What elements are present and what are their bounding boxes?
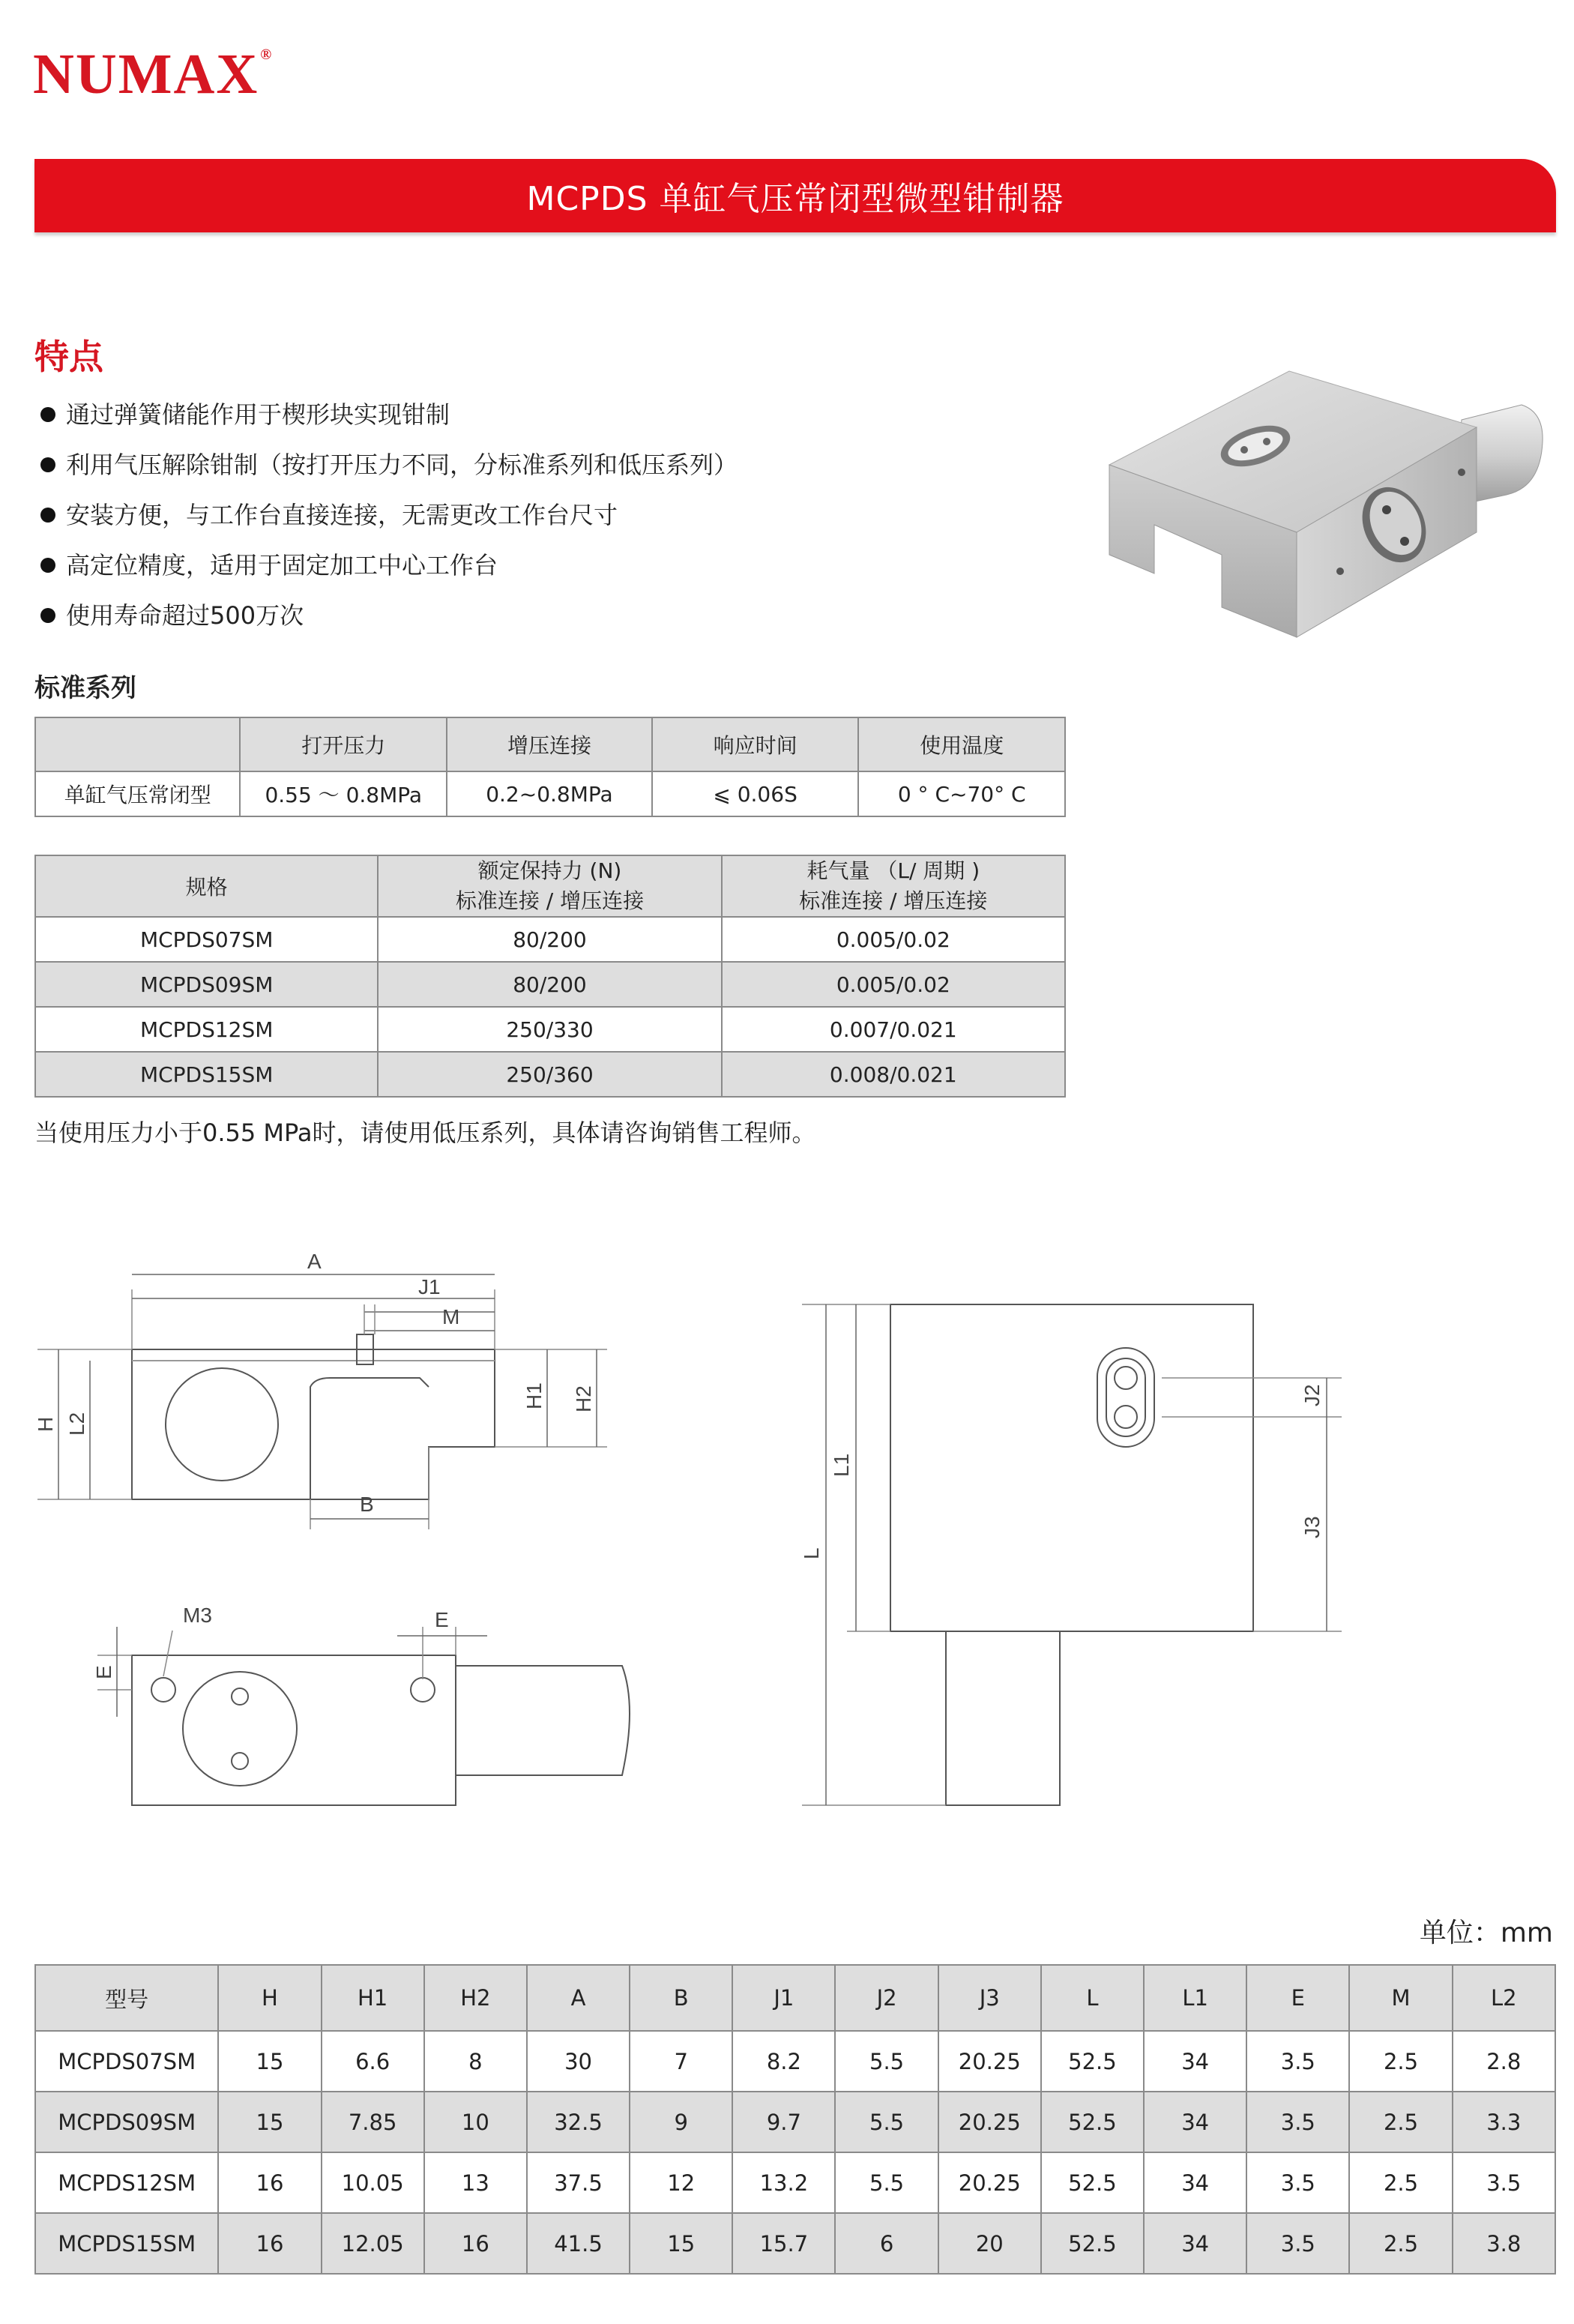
table-row	[35, 1052, 1065, 1097]
table-row	[35, 2213, 1555, 2274]
dim-cell: 34	[1144, 2213, 1246, 2274]
spec-cell: 0.2~0.8MPa	[447, 771, 652, 816]
header-line: 标准连接 / 增压连接	[799, 888, 988, 913]
dim-label-H1: H1	[522, 1382, 546, 1409]
dim-cell: 5.5	[835, 2152, 938, 2213]
dim-label-J1: J1	[418, 1275, 441, 1298]
feature-text: 安装方便，与工作台直接连接，无需更改工作台尺寸	[66, 501, 618, 529]
force-header-cell	[378, 855, 721, 917]
dimension-table-header	[35, 1965, 1555, 2031]
dim-cell: 15	[218, 2031, 321, 2092]
dim-label-E-front: E	[435, 1608, 449, 1631]
dim-cell: 3.5	[1453, 2152, 1555, 2213]
dim-cell: 13	[424, 2152, 527, 2213]
table-row	[35, 771, 1065, 816]
force-table-header	[35, 855, 1065, 917]
bullet-icon	[40, 558, 55, 573]
force-cell: 0.005/0.02	[722, 917, 1065, 962]
dimension-table	[34, 1964, 1556, 2275]
dim-cell: 2.8	[1453, 2031, 1555, 2092]
dim-cell: MCPDS07SM	[35, 2031, 218, 2092]
bullet-icon	[40, 407, 55, 422]
dim-cell: 16	[218, 2152, 321, 2213]
spec-header-cell: 使用温度	[858, 717, 1065, 771]
bullet-icon	[40, 457, 55, 472]
table-row	[35, 2031, 1555, 2092]
dim-cell: 16	[218, 2213, 321, 2274]
dim-cell: 3.5	[1246, 2152, 1349, 2213]
dim-header-cell: H2	[424, 1965, 527, 2031]
brand-name: NUMAX	[33, 43, 259, 106]
force-cell: MCPDS07SM	[35, 917, 378, 962]
force-cell: 80/200	[378, 917, 721, 962]
dim-cell: 2.5	[1349, 2152, 1452, 2213]
table-row	[35, 962, 1065, 1007]
dim-header-cell: J2	[835, 1965, 938, 2031]
spec-table	[34, 717, 1066, 817]
dim-cell: 5.5	[835, 2092, 938, 2152]
force-header-cell: 规格	[35, 855, 378, 917]
dim-cell: 34	[1144, 2152, 1246, 2213]
dim-header-cell: A	[527, 1965, 630, 2031]
low-pressure-note: 当使用压力小于0.55 MPa时，请使用低压系列，具体请咨询销售工程师。	[34, 1119, 816, 1147]
dim-cell: 52.5	[1041, 2213, 1144, 2274]
dim-label-H2: H2	[572, 1385, 595, 1412]
dim-label-M: M	[442, 1305, 460, 1328]
feature-text: 通过弹簧储能作用于楔形块实现钳制	[66, 400, 450, 429]
dim-cell: 52.5	[1041, 2092, 1144, 2152]
feature-text: 利用气压解除钳制（按打开压力不同，分标准系列和低压系列）	[66, 451, 738, 479]
spec-header-cell: 响应时间	[652, 717, 859, 771]
features-list	[37, 397, 738, 648]
dim-cell: 20.25	[938, 2031, 1041, 2092]
dim-cell: 3.5	[1246, 2092, 1349, 2152]
feature-item	[37, 548, 738, 598]
spec-cell: 单缸气压常闭型	[35, 771, 240, 816]
dim-cell: 9.7	[732, 2092, 835, 2152]
feature-item	[37, 397, 738, 448]
dim-header-cell: L	[1041, 1965, 1144, 2031]
table-row	[35, 2152, 1555, 2213]
side-view	[37, 1274, 607, 1529]
dim-cell: 3.8	[1453, 2213, 1555, 2274]
dim-cell: 2.5	[1349, 2092, 1452, 2152]
dim-label-L2: L2	[65, 1412, 88, 1436]
feature-text: 高定位精度，适用于固定加工中心工作台	[66, 551, 498, 580]
dim-label-H: H	[34, 1416, 57, 1432]
dim-cell: 15	[218, 2092, 321, 2152]
force-cell: MCPDS09SM	[35, 962, 378, 1007]
features-title: 特点	[34, 337, 103, 377]
force-cell: 250/360	[378, 1052, 721, 1097]
force-header-cell	[722, 855, 1065, 917]
spec-cell: 0.55 ～ 0.8MPa	[240, 771, 447, 816]
dim-header-cell: J1	[732, 1965, 835, 2031]
dim-cell: 6	[835, 2213, 938, 2274]
technical-drawing	[22, 1229, 1552, 1844]
dim-cell: 15.7	[732, 2213, 835, 2274]
dim-label-L: L	[800, 1547, 823, 1559]
force-cell: 0.005/0.02	[722, 962, 1065, 1007]
dim-label-E-side: E	[92, 1665, 115, 1679]
dim-cell: 12.05	[322, 2213, 424, 2274]
dim-header-cell: L2	[1453, 1965, 1555, 2031]
dim-cell: 41.5	[527, 2213, 630, 2274]
front-view	[97, 1627, 630, 1805]
dim-cell: 16	[424, 2213, 527, 2274]
spec-header-cell	[35, 717, 240, 771]
dim-label-A: A	[307, 1250, 322, 1273]
bullet-icon	[40, 608, 55, 623]
feature-item	[37, 598, 738, 648]
force-cell: 0.008/0.021	[722, 1052, 1065, 1097]
dim-cell: 2.5	[1349, 2213, 1452, 2274]
bullet-icon	[40, 508, 55, 523]
registered-mark: ®	[260, 46, 274, 63]
dim-header-cell: 型号	[35, 1965, 218, 2031]
table-row	[35, 917, 1065, 962]
header-line: 额定保持力 (N)	[477, 858, 622, 883]
dim-label-J3: J3	[1300, 1516, 1324, 1538]
dim-header-cell: H	[218, 1965, 321, 2031]
force-table	[34, 855, 1066, 1098]
top-view	[802, 1304, 1342, 1805]
dim-cell: 3.5	[1246, 2031, 1349, 2092]
dim-cell: 7	[630, 2031, 732, 2092]
dim-cell: 3.5	[1246, 2213, 1349, 2274]
dim-cell: 20.25	[938, 2152, 1041, 2213]
dim-cell: MCPDS09SM	[35, 2092, 218, 2152]
dim-cell: 32.5	[527, 2092, 630, 2152]
dim-header-cell: B	[630, 1965, 732, 2031]
dim-cell: 3.3	[1453, 2092, 1555, 2152]
force-cell: MCPDS15SM	[35, 1052, 378, 1097]
dim-label-J2: J2	[1300, 1384, 1324, 1406]
dim-cell: 5.5	[835, 2031, 938, 2092]
dim-cell: 15	[630, 2213, 732, 2274]
dim-cell: 52.5	[1041, 2031, 1144, 2092]
dim-cell: 37.5	[527, 2152, 630, 2213]
spec-cell: ⩽ 0.06S	[652, 771, 859, 816]
dim-cell: MCPDS12SM	[35, 2152, 218, 2213]
dim-cell: 20.25	[938, 2092, 1041, 2152]
dim-header-cell: J3	[938, 1965, 1041, 2031]
feature-text: 使用寿命超过500万次	[66, 601, 304, 630]
page-title: MCPDS 单缸气压常闭型微型钳制器	[526, 180, 1064, 218]
dim-cell: 8	[424, 2031, 527, 2092]
dim-cell: 8.2	[732, 2031, 835, 2092]
feature-item	[37, 498, 738, 548]
brand-logo	[33, 42, 273, 107]
force-cell: 80/200	[378, 962, 721, 1007]
standard-series-title: 标准系列	[34, 673, 136, 703]
dim-cell: 20	[938, 2213, 1041, 2274]
unit-label: 单位：mm	[1419, 1918, 1553, 1948]
force-cell: 0.007/0.021	[722, 1007, 1065, 1052]
dim-header-cell: E	[1246, 1965, 1349, 2031]
spec-header-cell: 增压连接	[447, 717, 652, 771]
dim-cell: 10	[424, 2092, 527, 2152]
feature-item	[37, 448, 738, 498]
dim-header-cell: M	[1349, 1965, 1452, 2031]
title-bar	[34, 159, 1556, 232]
table-row	[35, 1007, 1065, 1052]
header-line: 耗气量 （L/ 周期 )	[806, 858, 980, 883]
dim-label-L1: L1	[830, 1453, 853, 1477]
dim-cell: 52.5	[1041, 2152, 1144, 2213]
dim-header-cell: H1	[322, 1965, 424, 2031]
header-line: 标准连接 / 增压连接	[455, 888, 645, 913]
force-cell: MCPDS12SM	[35, 1007, 378, 1052]
dim-cell: 12	[630, 2152, 732, 2213]
force-cell: 250/330	[378, 1007, 721, 1052]
dim-cell: MCPDS15SM	[35, 2213, 218, 2274]
dim-cell: 34	[1144, 2031, 1246, 2092]
dim-cell: 2.5	[1349, 2031, 1452, 2092]
dim-cell: 30	[527, 2031, 630, 2092]
dim-header-cell: L1	[1144, 1965, 1246, 2031]
spec-header-cell: 打开压力	[240, 717, 447, 771]
dim-cell: 9	[630, 2092, 732, 2152]
dim-cell: 13.2	[732, 2152, 835, 2213]
dim-label-M3: M3	[183, 1604, 212, 1627]
dim-cell: 34	[1144, 2092, 1246, 2152]
product-photo	[1102, 352, 1552, 682]
dim-cell: 6.6	[322, 2031, 424, 2092]
spec-table-header	[35, 717, 1065, 771]
dim-label-B: B	[360, 1493, 374, 1516]
table-row	[35, 2092, 1555, 2152]
dim-cell: 10.05	[322, 2152, 424, 2213]
dim-cell: 7.85	[322, 2092, 424, 2152]
spec-cell: 0 ° C~70° C	[858, 771, 1065, 816]
